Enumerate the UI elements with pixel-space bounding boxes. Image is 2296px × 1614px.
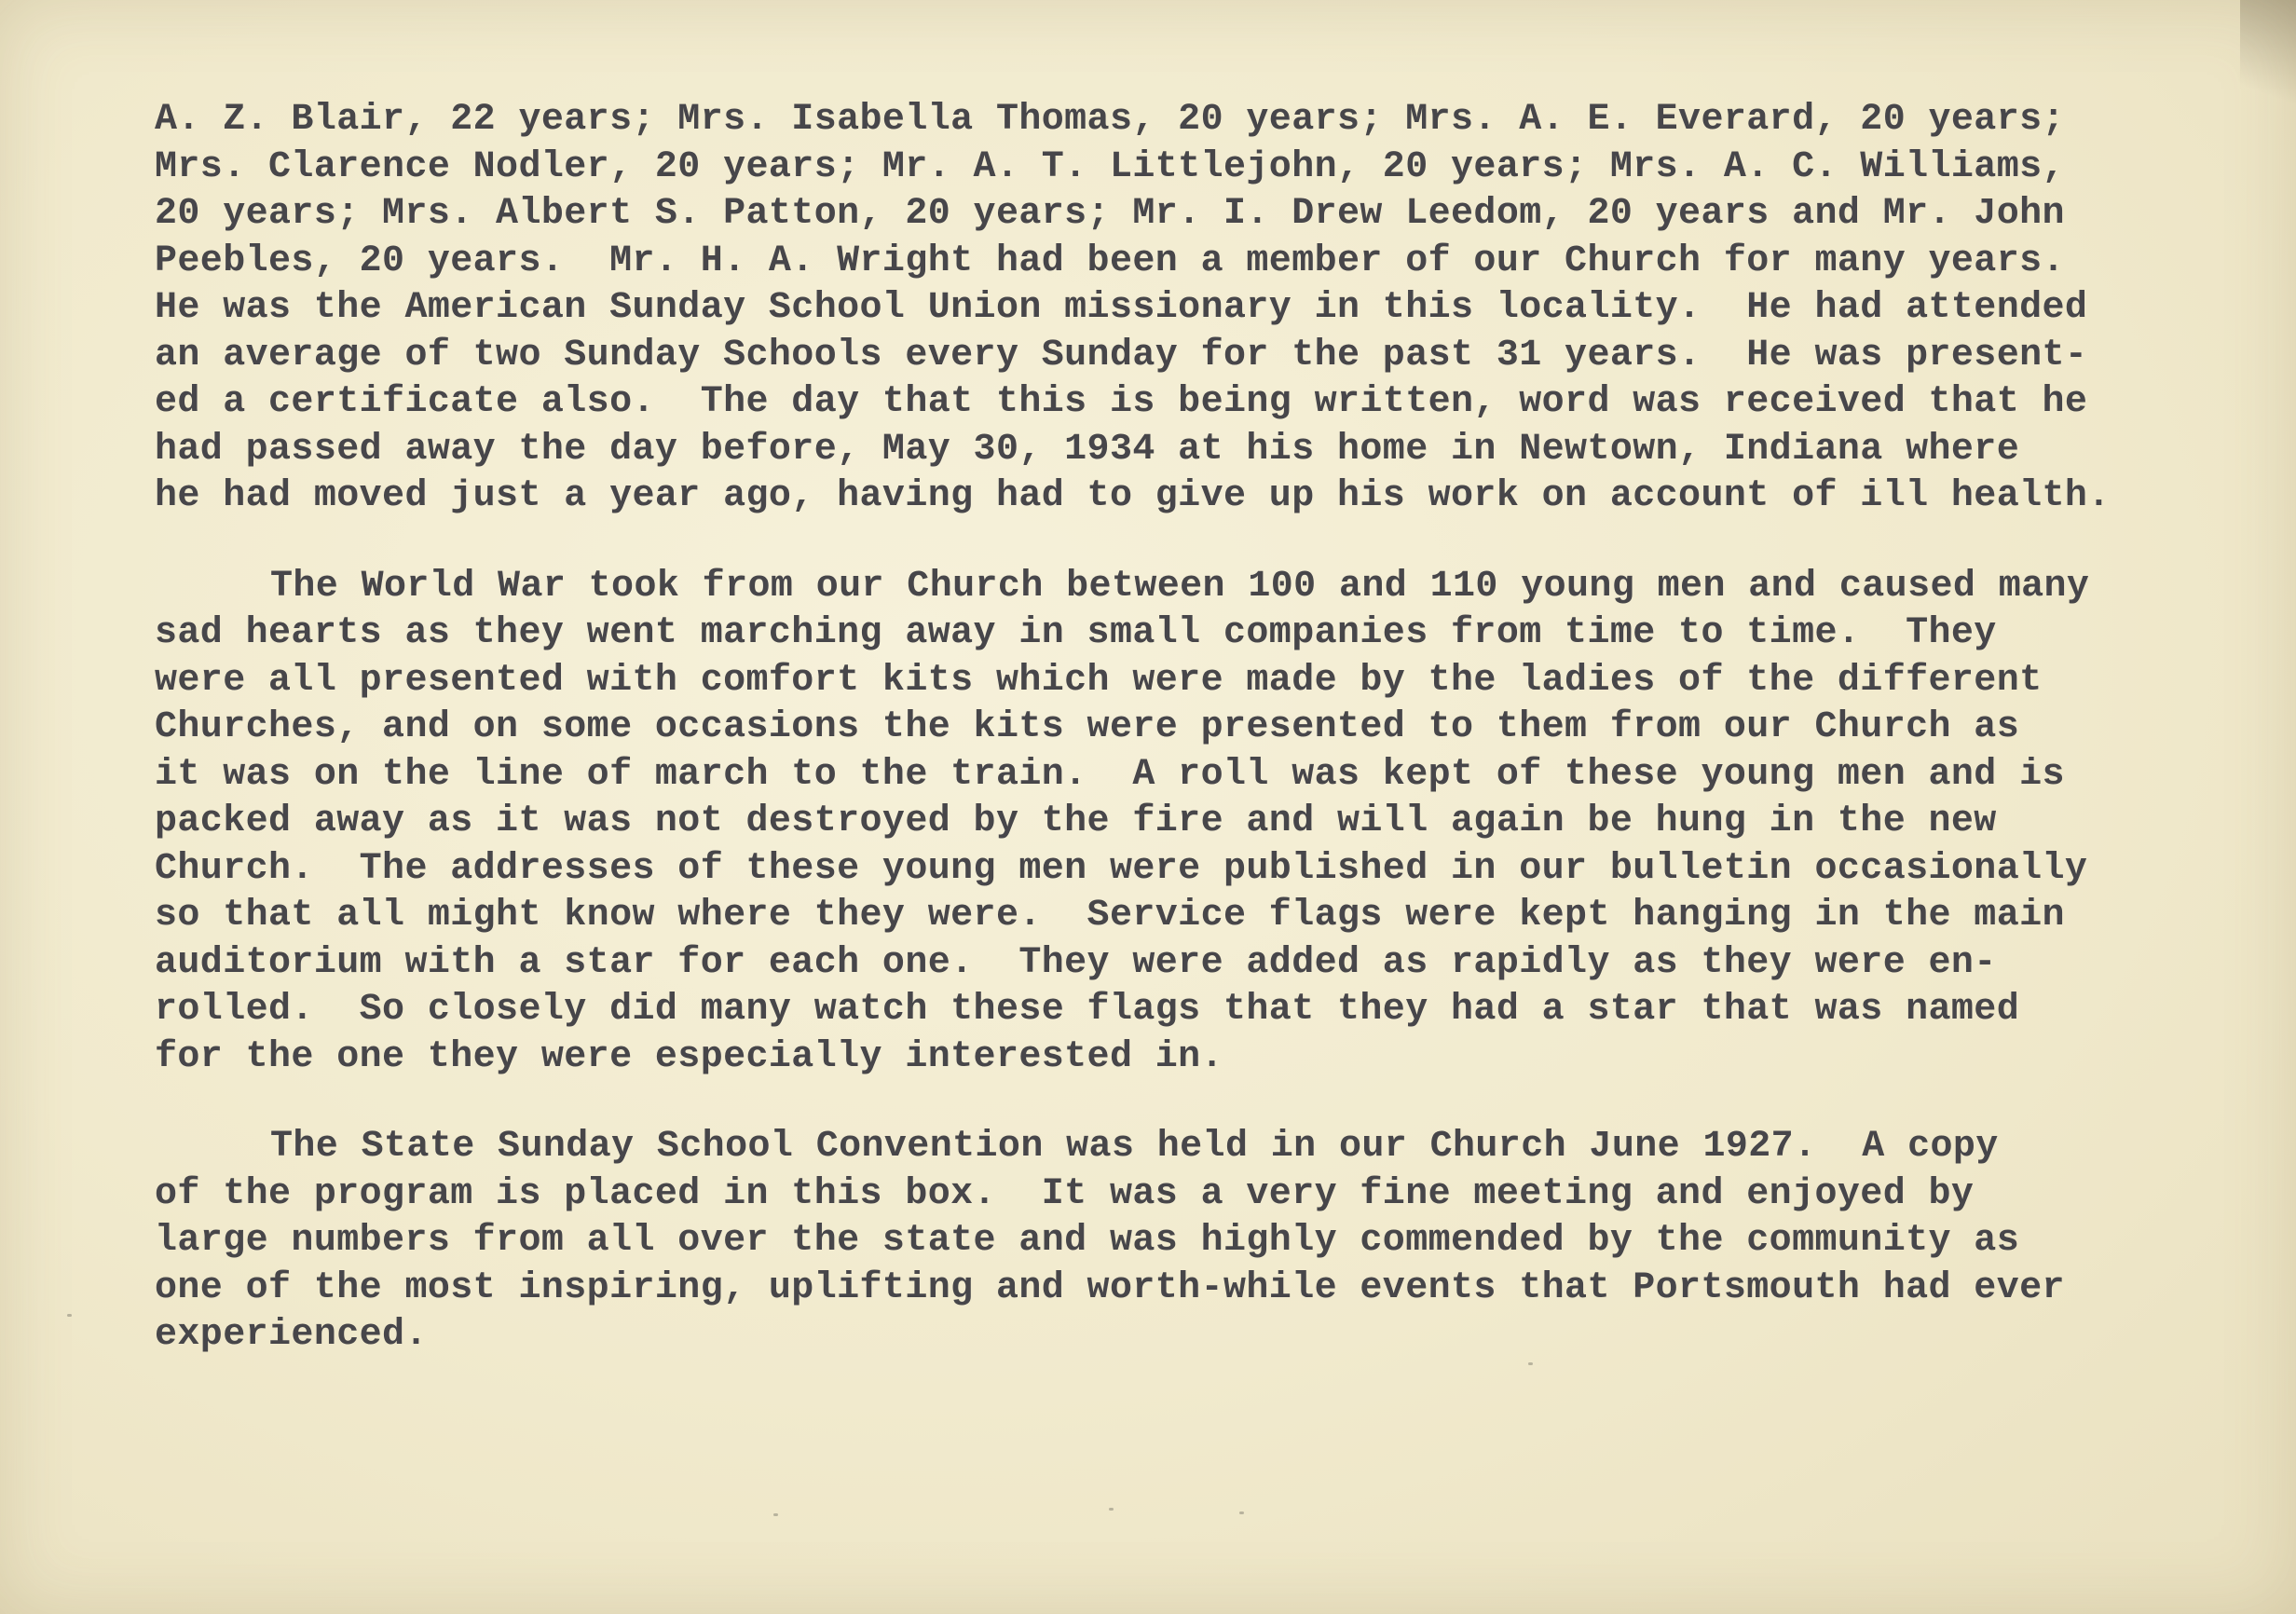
paper-speck [773, 1513, 778, 1516]
document-body [155, 97, 2186, 1402]
text-line: 20 years; Mrs. Albert S. Patton, 20 years; Mr. I. Drew Leedom, 20 years and Mr. John [155, 193, 2065, 235]
text-line: for the one they were especially interested in. [155, 1035, 1223, 1078]
text-line: experienced. [155, 1314, 428, 1356]
text-line: of the program is placed in this box. It was a very fine meeting and enjoyed by [155, 1172, 1975, 1215]
paper-speck [1239, 1511, 1244, 1514]
text-line: packed away as it was not destroyed by the fire and will again be hung in the new [155, 800, 1997, 842]
text-line: He was the American Sunday School Union missionary in this locality. He had attended [155, 287, 2088, 329]
text-line: auditorium with a star for each one. They were added as rapidly as they were en- [155, 941, 1997, 984]
paragraph-members-service [155, 97, 2186, 521]
text-line: ed a certificate also. The day that this is being written, word was received that he [155, 381, 2088, 423]
text-line: Mrs. Clarence Nodler, 20 years; Mr. A. T. Littlejohn, 20 years; Mrs. A. C. Williams, [155, 145, 2065, 188]
text-line: so that all might know where they were. Service flags were kept hanging in the main [155, 895, 2065, 937]
text-line: were all presented with comfort kits which were made by the ladies of the different [155, 659, 2043, 702]
paper-speck [1528, 1362, 1533, 1365]
text-line: A. Z. Blair, 22 years; Mrs. Isabella Thomas, 20 years; Mrs. A. E. Everard, 20 years; [155, 99, 2065, 141]
text-line: The State Sunday School Convention was held in our Church June 1927. A copy [270, 1126, 1999, 1168]
text-line: he had moved just a year ago, having had to give up his work on account of ill health. [155, 475, 2111, 517]
page-corner-shadow [2240, 0, 2296, 130]
text-line: one of the most inspiring, uplifting and worth-while events that Portsmouth had ever [155, 1266, 2065, 1309]
text-line: Peebles, 20 years. Mr. H. A. Wright had been a member of our Church for many years. [155, 239, 2065, 282]
text-line: Churches, and on some occasions the kits were presented to them from our Church as [155, 706, 2020, 748]
text-line: an average of two Sunday Schools every Sunday for the past 31 years. He was present- [155, 334, 2088, 376]
paragraph-convention [155, 1124, 2186, 1360]
text-line: The World War took from our Church between 100 and 110 young men and caused many [270, 565, 2090, 608]
text-line: Church. The addresses of these young men were published in our bulletin occasionally [155, 847, 2088, 890]
text-line: rolled. So closely did many watch these flags that they had a star that was named [155, 989, 2020, 1031]
paper-speck [67, 1314, 72, 1317]
text-line: it was on the line of march to the train. A roll was kept of these young men and is [155, 753, 2065, 796]
text-line: sad hearts as they went marching away in small companies from time to time. They [155, 612, 1997, 654]
paper-speck [1109, 1508, 1114, 1511]
text-line: had passed away the day before, May 30, 1934 at his home in Newtown, Indiana where [155, 428, 2020, 471]
paragraph-world-war [155, 564, 2186, 1082]
text-line: large numbers from all over the state and was highly commended by the community as [155, 1220, 2020, 1262]
